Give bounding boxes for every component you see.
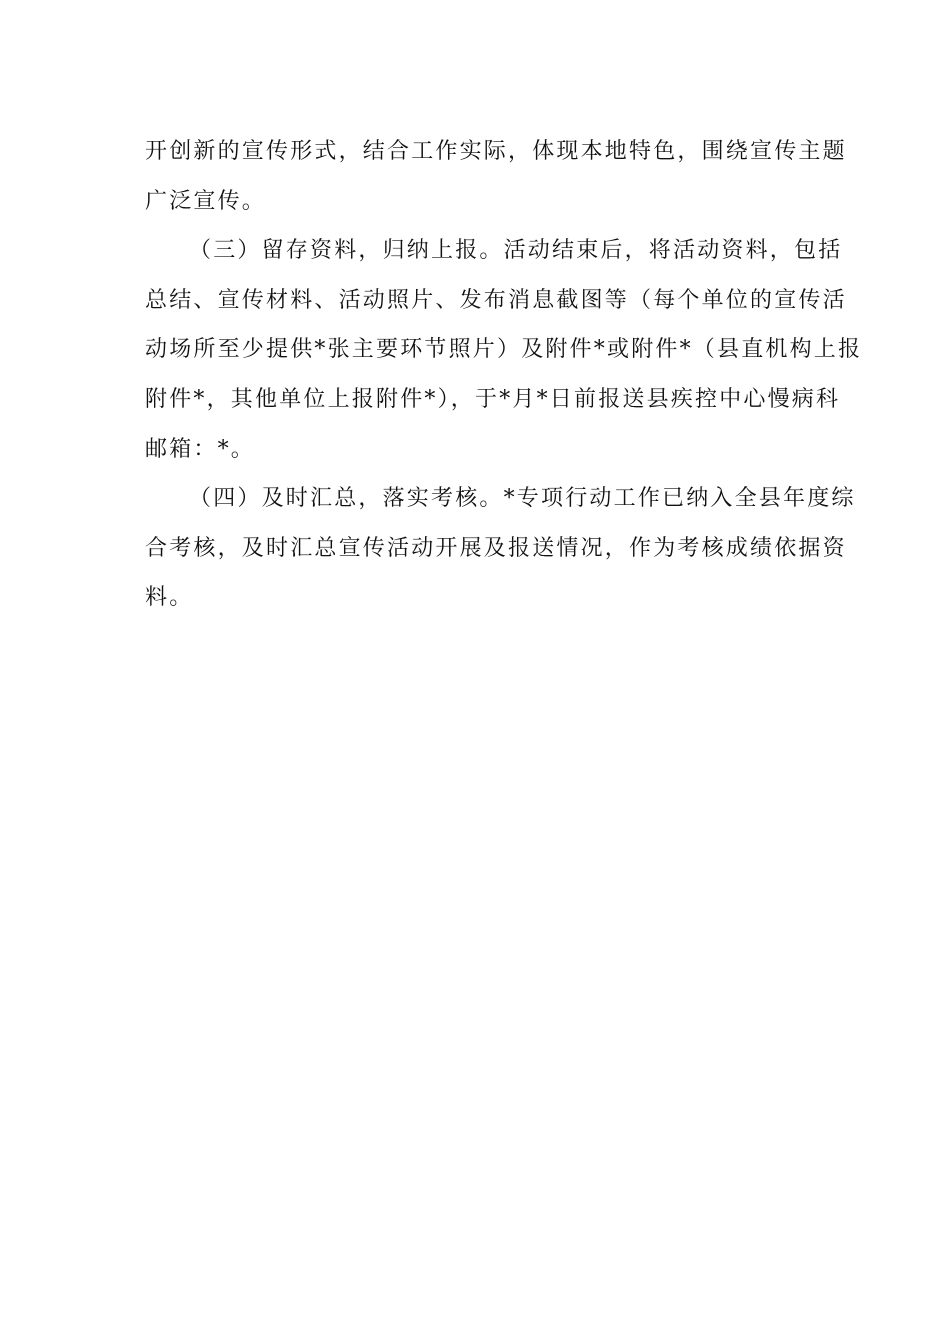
paragraph-continuation: [145, 127, 847, 226]
text-line: 料。: [145, 585, 194, 611]
section-heading-line: （四）及时汇总，落实考核。*专项行动工作已纳入全县年度综: [189, 486, 856, 512]
text-line: 开创新的宣传形式，结合工作实际，体现本地特色，围绕宣传主题: [145, 139, 847, 164]
text-line: 动场所至少提供*张主要环节照片）及附件*或附件*（县直机构上报: [145, 337, 863, 363]
text-line: 总结、宣传材料、活动照片、发布消息截图等（每个单位的宣传活: [145, 287, 847, 313]
paragraph-section-4: [145, 474, 856, 623]
text-line: 附件*，其他单位上报附件*），于*月*日前报送县疾控中心慢病科: [145, 386, 841, 412]
text-line: 广泛宣传。: [145, 188, 267, 214]
text-line: 邮箱：*。: [145, 436, 256, 462]
paragraph-section-3: [145, 226, 863, 474]
document-body: [145, 127, 863, 623]
text-line: 合考核，及时汇总宣传活动开展及报送情况，作为考核成绩依据资: [145, 535, 847, 561]
section-heading-line: （三）留存资料，归纳上报。活动结束后，将活动资料，包括: [189, 238, 843, 264]
